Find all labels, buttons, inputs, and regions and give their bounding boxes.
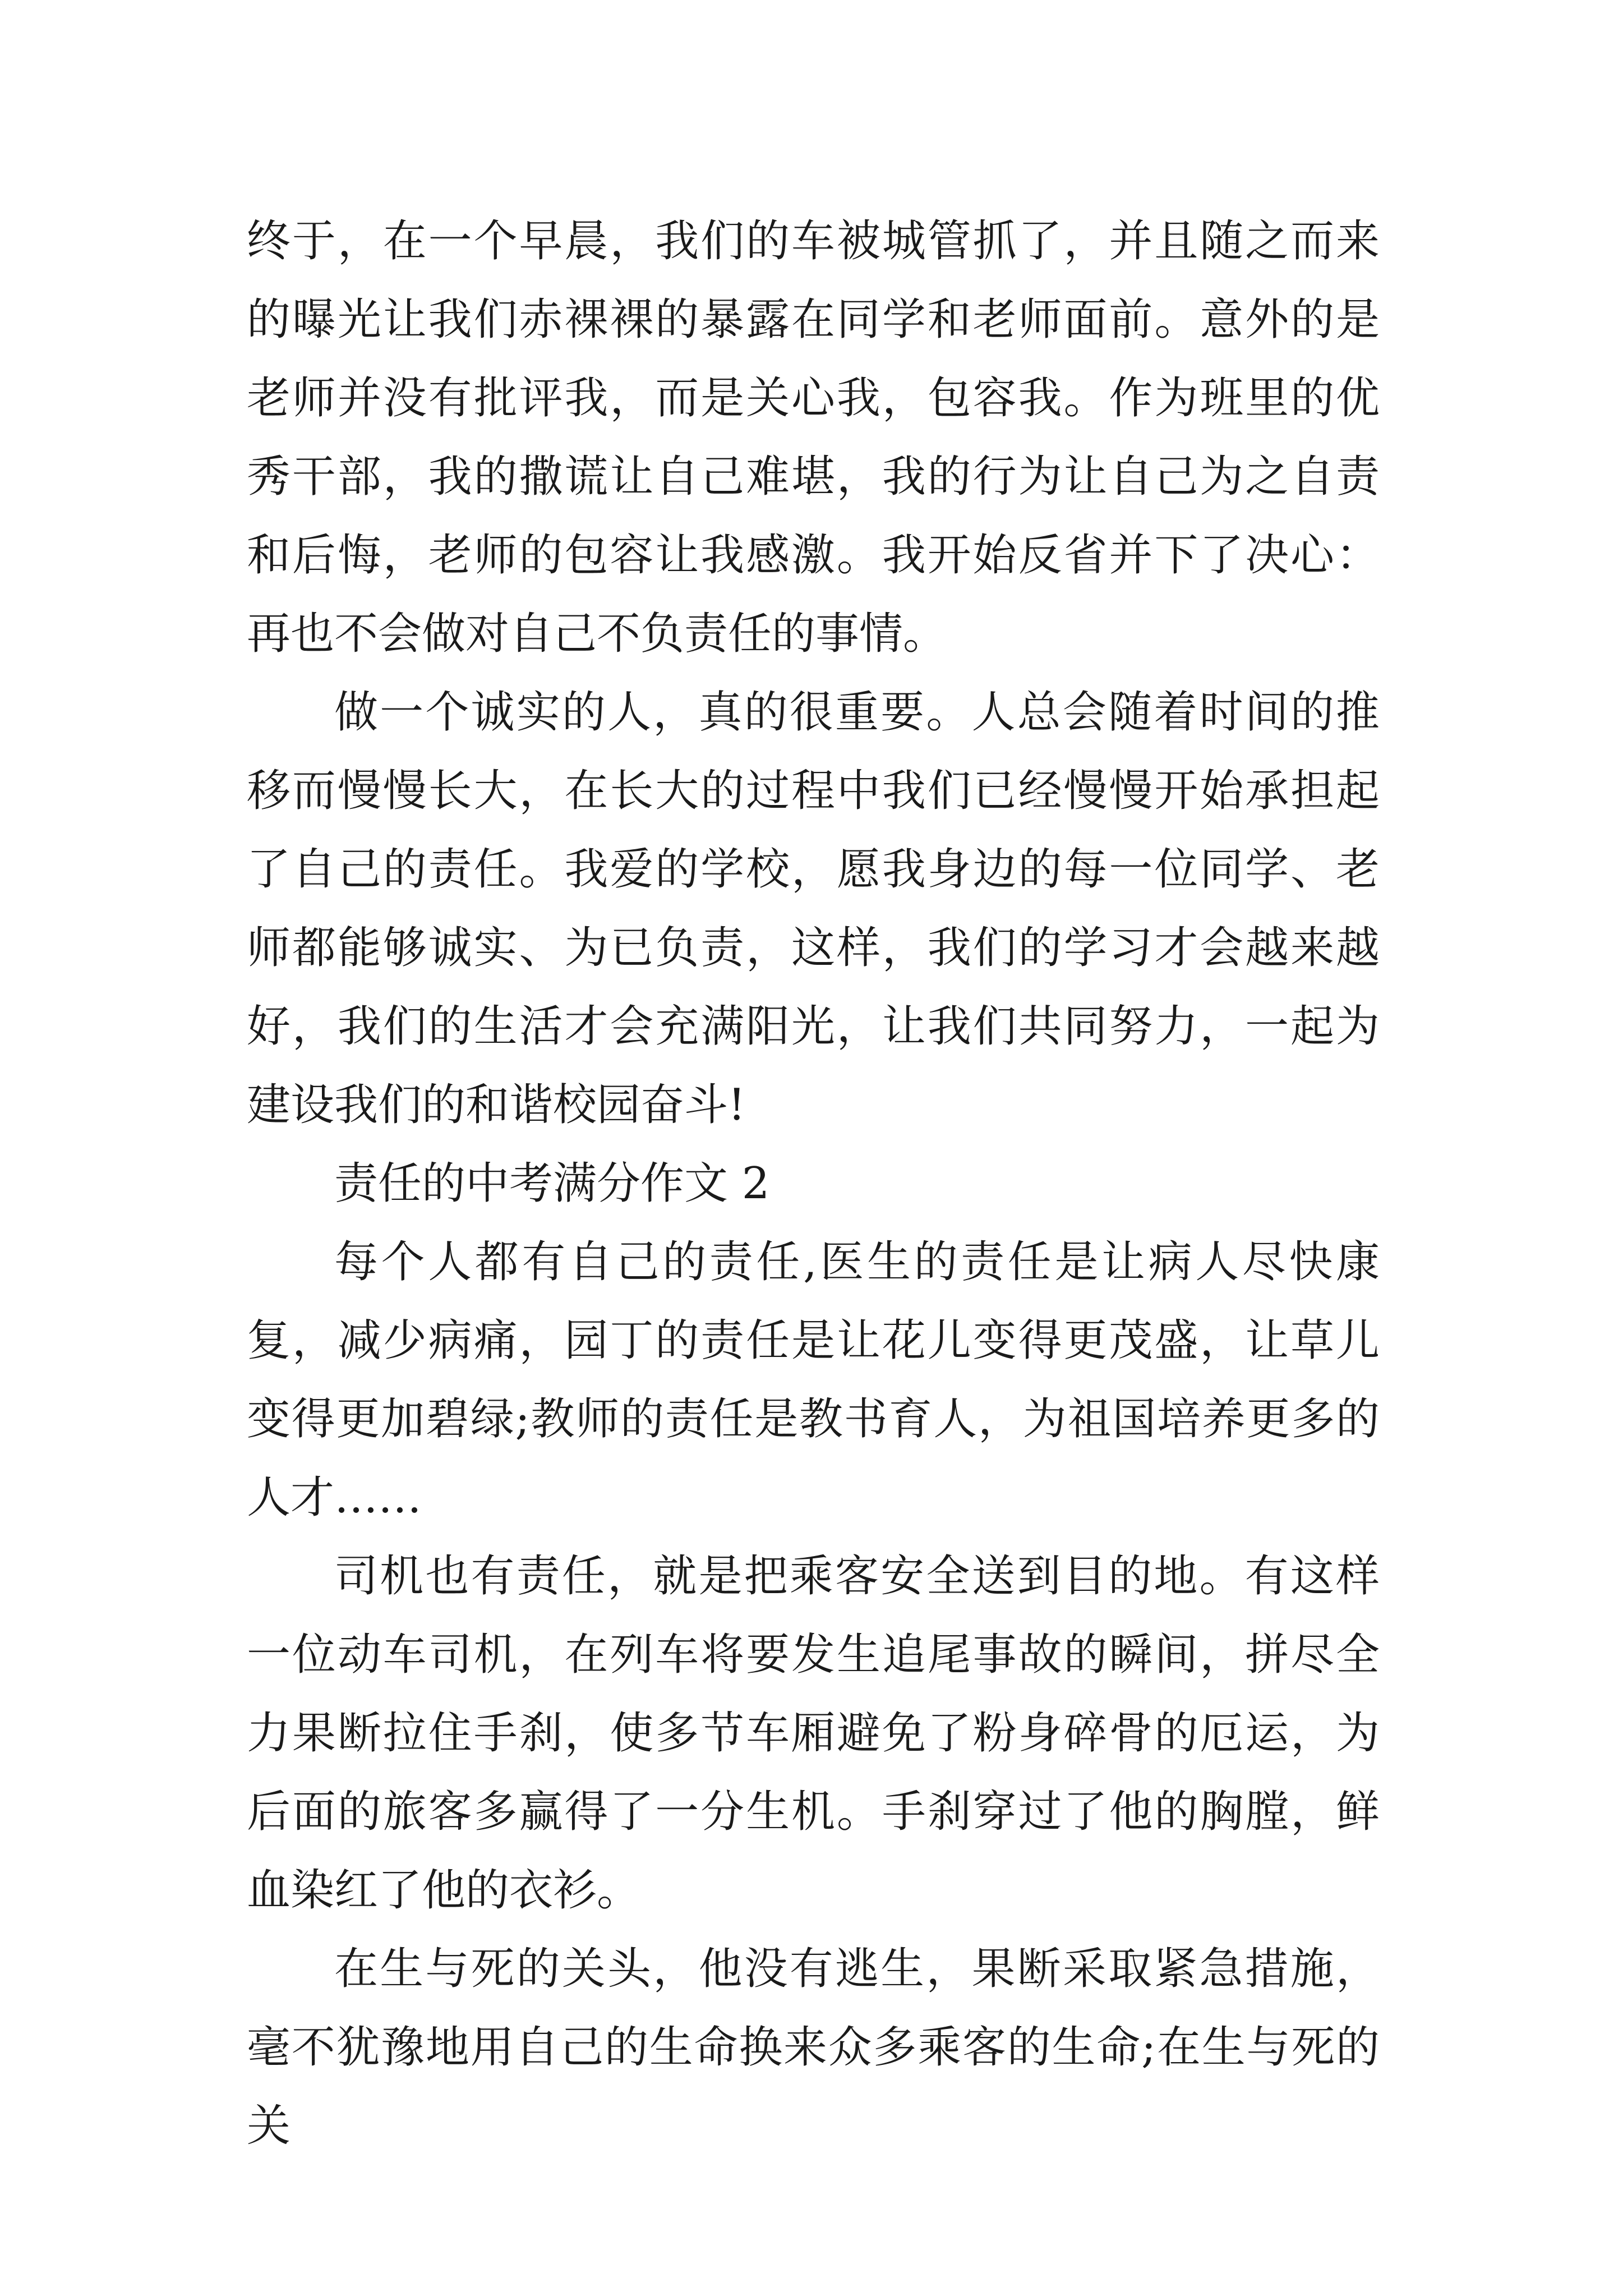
essay-heading: 责任的中考满分作文 2	[334, 1158, 770, 1209]
paragraph-3: 每个人都有自己的责任,医生的责任是让病人尽快康复，减少病痛，园丁的责任是让花儿变得更茂盛，让草儿变得更加碧绿;教师的责任是教书育人，为祖国培养更多的人才……	[247, 1237, 1380, 1523]
paragraph-5: 在生与死的关头，他没有逃生，果断采取紧急措施，毫不犹豫地用自己的生命换来众多乘客的生命;在生与死的关	[247, 1944, 1380, 2151]
paragraph-2: 做一个诚实的人，真的很重要。人总会随着时间的推移而慢慢长大，在长大的过程中我们已经慢慢开始承担起了自己的责任。我爱的学校，愿我身边的每一位同学、老师都能够诚实、为已负责，这样，我们的学习才会越来越好，我们的生活才会充满阳光，让我们共同努力，一起为建设我们的和谐校园奋斗!	[247, 687, 1380, 1130]
paragraph-4: 司机也有责任，就是把乘客安全送到目的地。有这样一位动车司机，在列车将要发生追尾事故的瞬间，拼尽全力果断拉住手刹，使多节车厢避免了粉身碎骨的厄运，为后面的旅客多赢得了一分生机。手刹穿过了他的胸膛，鲜血染红了他的衣衫。	[247, 1551, 1380, 1916]
paragraph-1: 终于，在一个早晨，我们的车被城管抓了，并且随之而来的曝光让我们赤裸裸的暴露在同学和老师面前。意外的是老师并没有批评我，而是关心我，包容我。作为班里的优秀干部，我的撒谎让自己难堪，我的行为让自己为之自责和后悔，老师的包容让我感激。我开始反省并下了决心：再也不会做对自己不负责任的事情。	[247, 216, 1380, 659]
document-body	[247, 202, 1380, 2165]
